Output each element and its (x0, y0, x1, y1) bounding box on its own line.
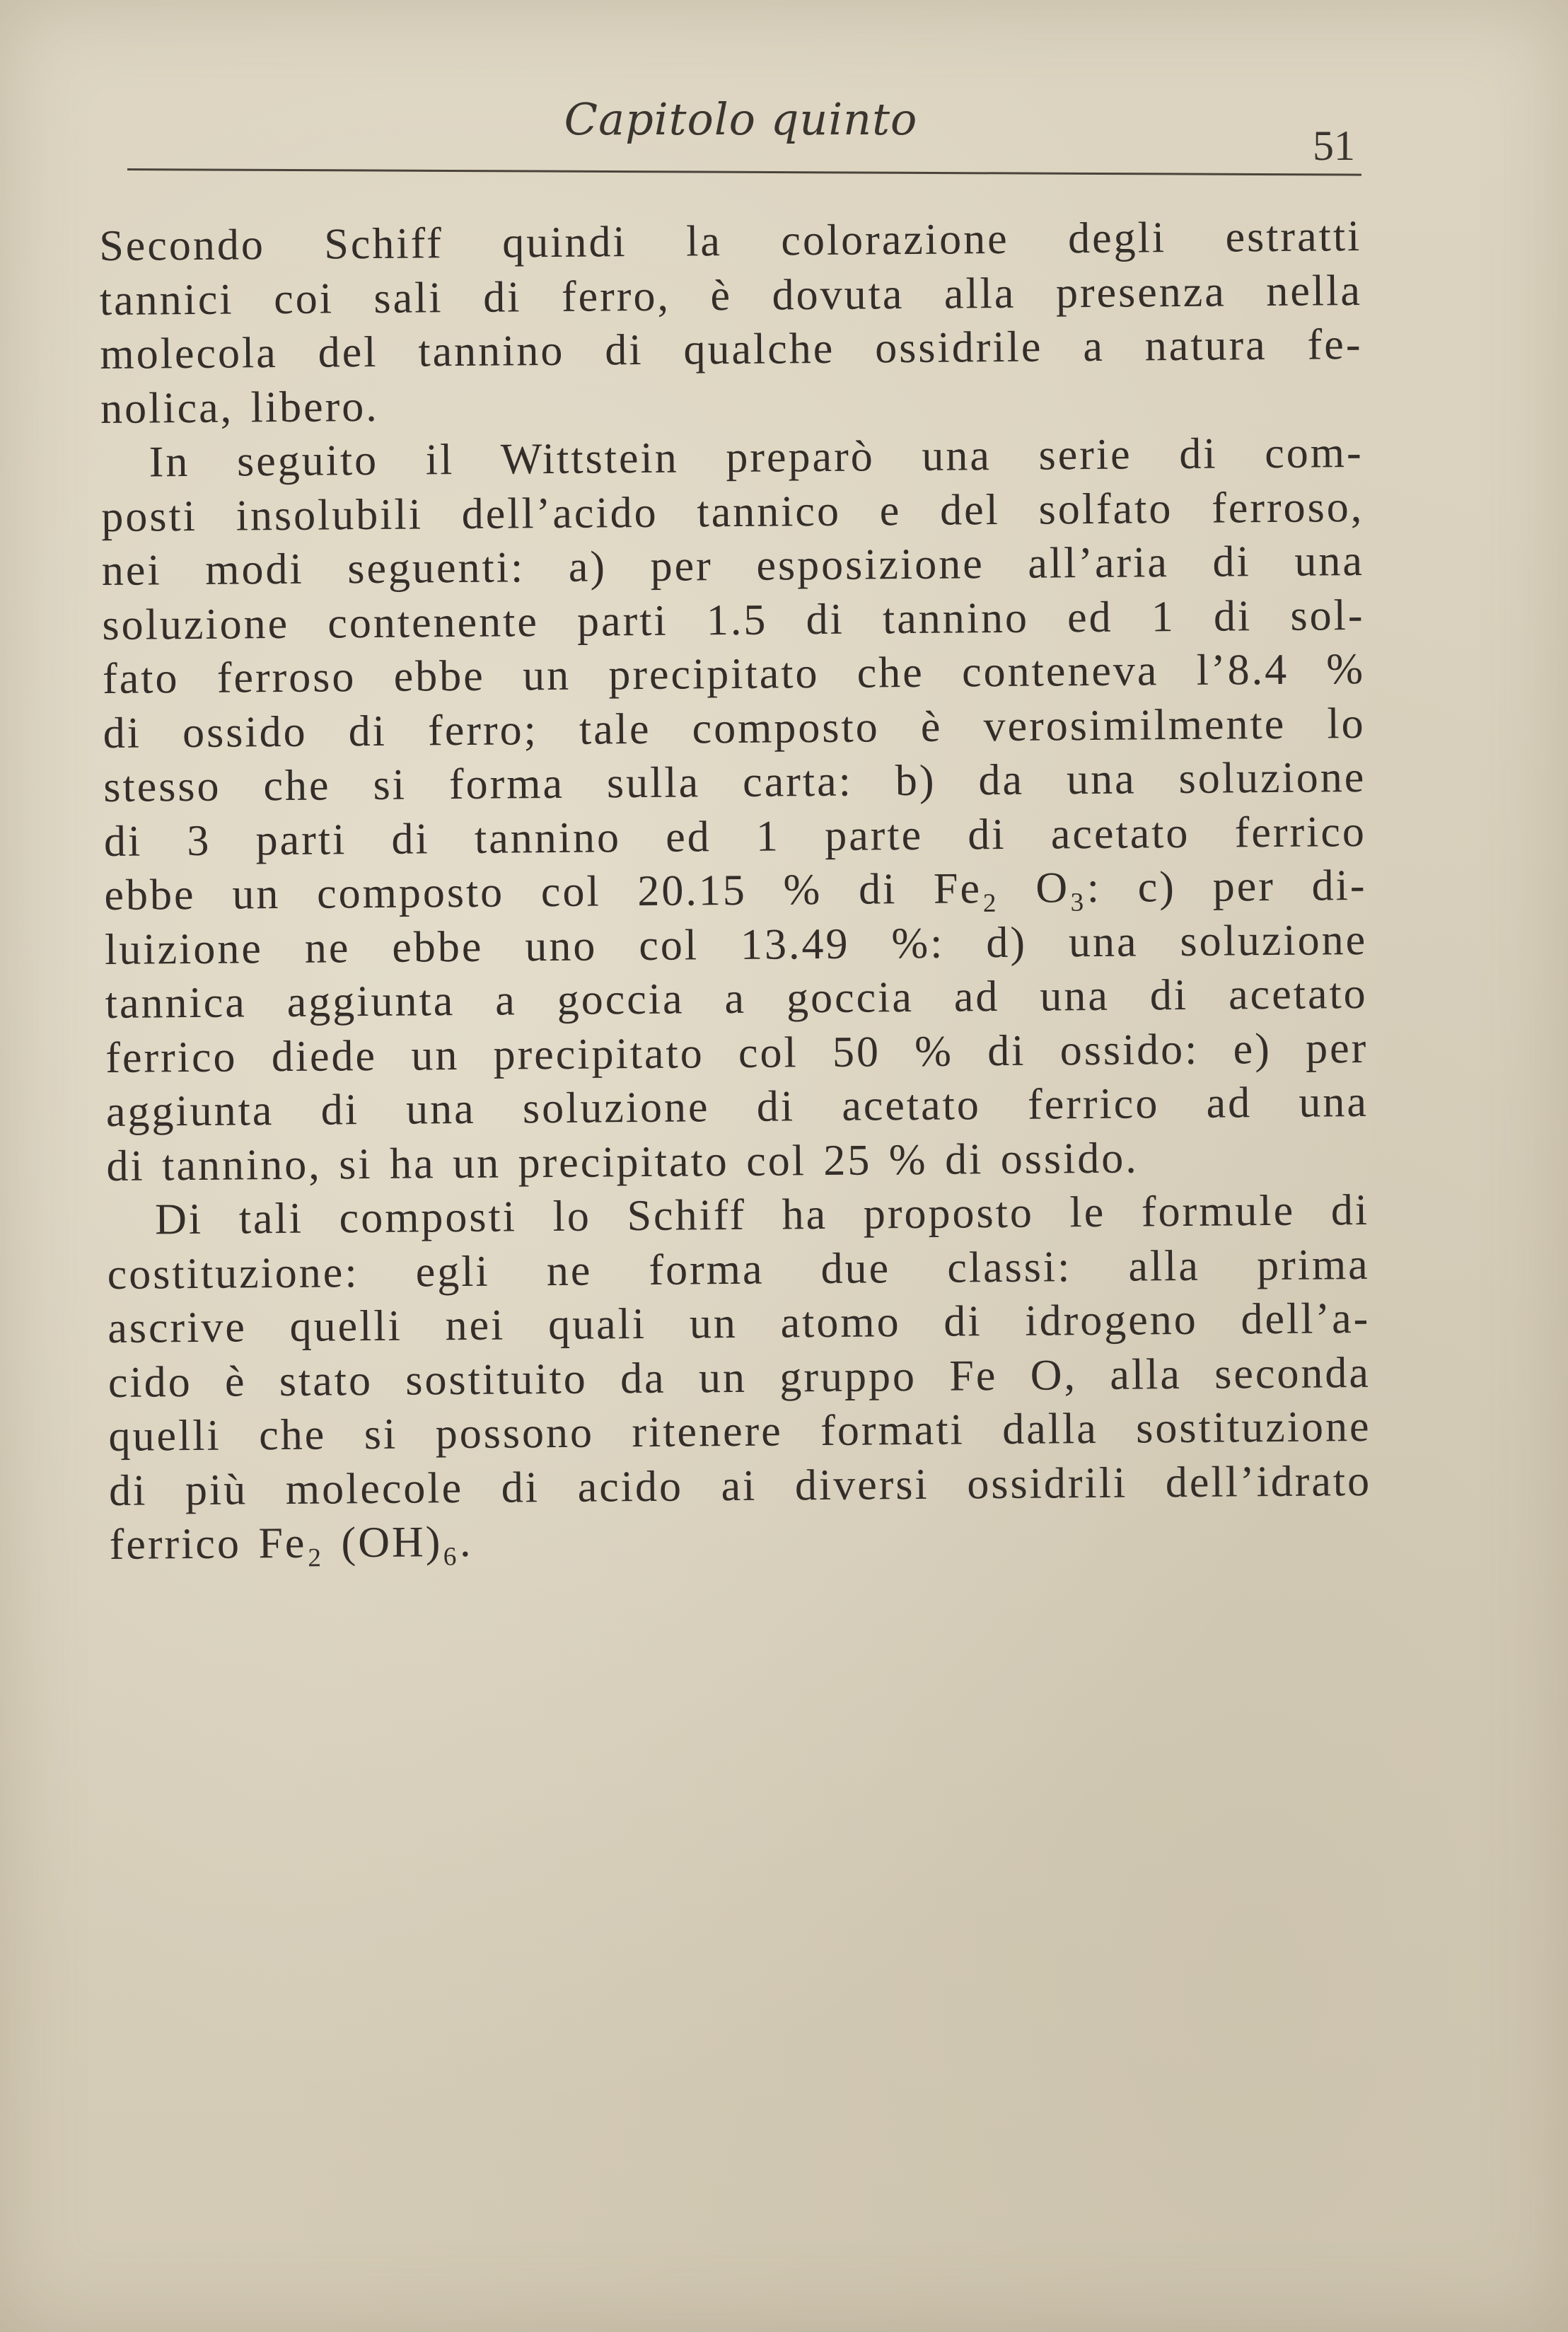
text-line: Di tali composti lo Schiff ha proposto le formule di (154, 1185, 1370, 1244)
text-line: luizione ne ebbe uno col 13.49 %: d) una soluzione (104, 915, 1368, 974)
text-line: tannici coi sali di ferro, è dovuta alla presenza nella (99, 266, 1363, 325)
text-line: fato ferroso ebbe un precipitato che conteneva l’8.4 % (102, 644, 1366, 703)
text-line: tannica aggiunta a goccia a goccia ad una di acetato (105, 969, 1368, 1028)
text-line: stesso che si forma sulla carta: b) da una soluzione (103, 753, 1366, 811)
text-line: di tannino, si ha un precipitato col 25 % di ossido. (106, 1133, 1139, 1190)
text-line: di più molecole di acido ai diversi ossidrili dell’idrato (108, 1456, 1372, 1515)
text-line: In seguito il Wittstein preparò una serie di com- (149, 428, 1364, 487)
body-text (99, 209, 1372, 1572)
text-line: nolica, libero. (100, 382, 379, 433)
page-number: 51 (1313, 122, 1355, 169)
text-line: molecola del tannino di qualche ossidrile a natura fe- (100, 320, 1363, 378)
text-line: Secondo Schiff quindi la colorazione degli estratti (99, 211, 1362, 270)
running-title: Capitolo quinto (564, 93, 918, 145)
text-line: cido è stato sostituito da un gruppo Fe O, alla seconda (108, 1348, 1371, 1407)
text-line: posti insolubili dell’acido tannico e del solfato ferroso, (101, 482, 1364, 541)
text-line: nei modi seguenti: a) per esposizione all’aria di una (101, 536, 1365, 595)
text-line: di ossido di ferro; tale composto è verosimilmente lo (103, 699, 1366, 758)
header-rule (127, 168, 1361, 176)
text-line: ebbe un composto col 20.15 % di Fe₂ O₃: c) per di- (104, 861, 1367, 920)
text-line: ferrico diede un precipitato col 50 % di ossido: e) per (105, 1023, 1369, 1082)
text-line: aggiunta di una soluzione di acetato ferrico ad una (105, 1077, 1369, 1136)
text-line: ferrico Fe₂ (OH)₆. (109, 1517, 473, 1569)
text-line: quelli che si possono ritenere formati dalla sostituzione (108, 1402, 1371, 1461)
text-line: ascrive quelli nei quali un atomo di idrogeno dell’a- (108, 1294, 1371, 1352)
text-line: costituzione: egli ne forma due classi: alla prima (107, 1240, 1370, 1299)
text-line: soluzione contenente parti 1.5 di tannino ed 1 di sol- (102, 591, 1365, 649)
text-line: di 3 parti di tannino ed 1 parte di acetato ferrico (103, 807, 1367, 866)
